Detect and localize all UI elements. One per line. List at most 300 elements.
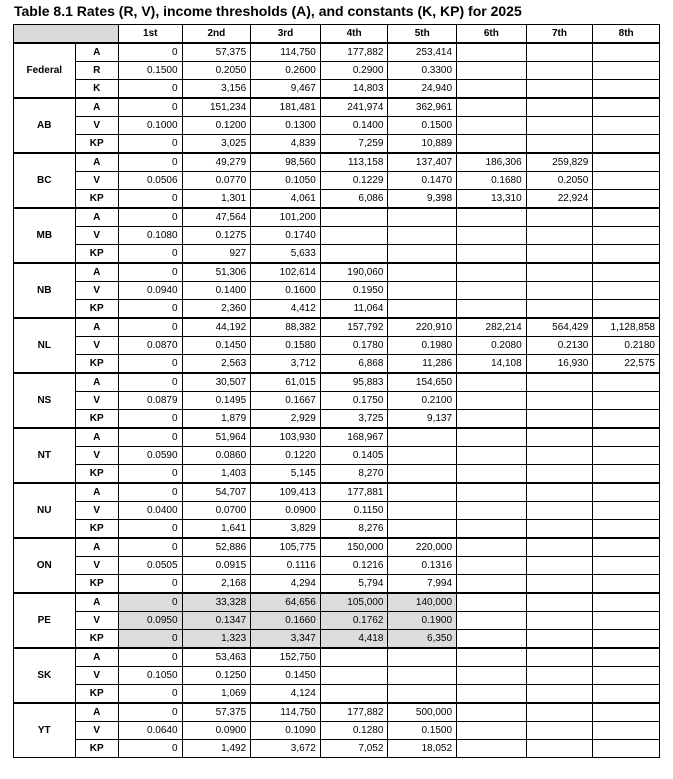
value-cell (593, 722, 660, 740)
variable-label: A (75, 318, 118, 337)
value-cell (526, 465, 593, 484)
value-cell: 103,930 (251, 428, 321, 447)
value-cell (457, 575, 527, 594)
value-cell: 0.1400 (182, 282, 251, 300)
value-cell: 30,507 (182, 373, 251, 392)
value-cell (593, 447, 660, 465)
column-header: 1st (118, 25, 182, 44)
table-row (14, 520, 660, 539)
value-cell: 95,883 (320, 373, 388, 392)
value-cell: 220,910 (388, 318, 457, 337)
value-cell (593, 502, 660, 520)
value-cell: 0 (118, 80, 182, 99)
province-label: NU (14, 483, 76, 538)
table-body (14, 43, 660, 758)
value-cell (526, 43, 593, 62)
table-row (14, 447, 660, 465)
table-row (14, 593, 660, 612)
value-cell: 57,375 (182, 43, 251, 62)
value-cell: 88,382 (251, 318, 321, 337)
value-cell (593, 80, 660, 99)
variable-label: KP (75, 300, 118, 319)
value-cell: 0.2050 (182, 62, 251, 80)
province-label: BC (14, 153, 76, 208)
value-cell (593, 172, 660, 190)
value-cell: 51,964 (182, 428, 251, 447)
value-cell: 0.1250 (182, 667, 251, 685)
value-cell: 22,575 (593, 355, 660, 374)
value-cell: 0 (118, 483, 182, 502)
value-cell: 0.0400 (118, 502, 182, 520)
value-cell (457, 557, 527, 575)
variable-label: A (75, 538, 118, 557)
value-cell: 0.0915 (182, 557, 251, 575)
value-cell: 2,563 (182, 355, 251, 374)
value-cell (388, 667, 457, 685)
value-cell (388, 685, 457, 704)
value-cell: 5,145 (251, 465, 321, 484)
value-cell: 10,889 (388, 135, 457, 154)
table-row (14, 428, 660, 447)
value-cell: 9,137 (388, 410, 457, 429)
value-cell: 0.1780 (320, 337, 388, 355)
value-cell (388, 502, 457, 520)
value-cell (457, 282, 527, 300)
value-cell: 0.1980 (388, 337, 457, 355)
column-header: 4th (320, 25, 388, 44)
value-cell (526, 447, 593, 465)
value-cell (593, 538, 660, 557)
value-cell: 14,108 (457, 355, 527, 374)
column-header: 7th (526, 25, 593, 44)
value-cell (457, 630, 527, 649)
value-cell (388, 227, 457, 245)
value-cell (593, 648, 660, 667)
value-cell: 0.2080 (457, 337, 527, 355)
value-cell (457, 685, 527, 704)
value-cell: 0.1500 (388, 722, 457, 740)
value-cell (593, 282, 660, 300)
value-cell: 0 (118, 190, 182, 209)
table-row (14, 62, 660, 80)
value-cell (526, 392, 593, 410)
value-cell: 9,467 (251, 80, 321, 99)
province-label: MB (14, 208, 76, 263)
variable-label: R (75, 62, 118, 80)
value-cell: 0.1347 (182, 612, 251, 630)
value-cell: 177,881 (320, 483, 388, 502)
value-cell (593, 703, 660, 722)
value-cell (593, 465, 660, 484)
value-cell: 6,086 (320, 190, 388, 209)
value-cell: 0 (118, 575, 182, 594)
variable-label: A (75, 208, 118, 227)
value-cell: 0 (118, 630, 182, 649)
value-cell: 0.0940 (118, 282, 182, 300)
value-cell: 0 (118, 410, 182, 429)
value-cell: 5,794 (320, 575, 388, 594)
value-cell: 4,418 (320, 630, 388, 649)
table-row (14, 153, 660, 172)
value-cell: 0.1220 (251, 447, 321, 465)
value-cell: 190,060 (320, 263, 388, 282)
value-cell: 0.1900 (388, 612, 457, 630)
header-row (14, 25, 660, 44)
variable-label: V (75, 172, 118, 190)
value-cell (526, 502, 593, 520)
value-cell (320, 685, 388, 704)
value-cell: 0.1080 (118, 227, 182, 245)
value-cell (593, 483, 660, 502)
value-cell: 4,061 (251, 190, 321, 209)
value-cell (457, 722, 527, 740)
value-cell (388, 245, 457, 264)
value-cell (457, 465, 527, 484)
variable-label: V (75, 337, 118, 355)
value-cell: 14,803 (320, 80, 388, 99)
table-row (14, 208, 660, 227)
value-cell (388, 520, 457, 539)
value-cell (526, 630, 593, 649)
value-cell: 0.1200 (182, 117, 251, 135)
value-cell: 4,124 (251, 685, 321, 704)
table-row (14, 538, 660, 557)
value-cell (593, 630, 660, 649)
value-cell: 2,360 (182, 300, 251, 319)
value-cell: 0.1000 (118, 117, 182, 135)
value-cell (457, 502, 527, 520)
value-cell (457, 245, 527, 264)
variable-label: KP (75, 245, 118, 264)
value-cell: 168,967 (320, 428, 388, 447)
value-cell: 114,750 (251, 43, 321, 62)
variable-label: A (75, 153, 118, 172)
value-cell: 0.2180 (593, 337, 660, 355)
value-cell: 53,463 (182, 648, 251, 667)
table-row (14, 392, 660, 410)
variable-label: V (75, 447, 118, 465)
value-cell (388, 300, 457, 319)
value-cell: 0.2900 (320, 62, 388, 80)
value-cell (320, 667, 388, 685)
value-cell: 1,128,858 (593, 318, 660, 337)
value-cell (593, 557, 660, 575)
value-cell (526, 98, 593, 117)
value-cell: 9,398 (388, 190, 457, 209)
variable-label: V (75, 227, 118, 245)
value-cell: 0.1280 (320, 722, 388, 740)
value-cell: 0.1275 (182, 227, 251, 245)
value-cell (593, 245, 660, 264)
table-row (14, 318, 660, 337)
province-label: ON (14, 538, 76, 593)
value-cell: 0.2050 (526, 172, 593, 190)
value-cell (593, 593, 660, 612)
value-cell: 1,069 (182, 685, 251, 704)
value-cell: 137,407 (388, 153, 457, 172)
variable-label: KP (75, 575, 118, 594)
table-row (14, 355, 660, 374)
variable-label: V (75, 557, 118, 575)
value-cell: 4,839 (251, 135, 321, 154)
value-cell (593, 117, 660, 135)
value-cell: 51,306 (182, 263, 251, 282)
value-cell: 241,974 (320, 98, 388, 117)
value-cell (593, 410, 660, 429)
value-cell (526, 227, 593, 245)
value-cell: 6,868 (320, 355, 388, 374)
column-header: 2nd (182, 25, 251, 44)
value-cell: 114,750 (251, 703, 321, 722)
province-label: Federal (14, 43, 76, 98)
province-label: AB (14, 98, 76, 153)
value-cell (593, 575, 660, 594)
value-cell (593, 667, 660, 685)
table-row (14, 410, 660, 429)
value-cell: 0.1580 (251, 337, 321, 355)
value-cell: 0.1500 (388, 117, 457, 135)
value-cell: 154,650 (388, 373, 457, 392)
value-cell: 13,310 (457, 190, 527, 209)
value-cell: 16,930 (526, 355, 593, 374)
value-cell (457, 593, 527, 612)
province-label: NS (14, 373, 76, 428)
value-cell: 0.0950 (118, 612, 182, 630)
value-cell (457, 648, 527, 667)
province-label: SK (14, 648, 76, 703)
value-cell: 61,015 (251, 373, 321, 392)
value-cell: 5,633 (251, 245, 321, 264)
value-cell: 0.1660 (251, 612, 321, 630)
value-cell: 0.0900 (182, 722, 251, 740)
table-row (14, 245, 660, 264)
variable-label: KP (75, 685, 118, 704)
value-cell (457, 392, 527, 410)
value-cell (388, 465, 457, 484)
table-row (14, 98, 660, 117)
value-cell: 362,961 (388, 98, 457, 117)
value-cell: 0 (118, 685, 182, 704)
value-cell (526, 300, 593, 319)
variable-label: KP (75, 520, 118, 539)
value-cell (593, 153, 660, 172)
value-cell: 1,301 (182, 190, 251, 209)
value-cell: 0 (118, 355, 182, 374)
table-title: Table 8.1 Rates (R, V), income thresholds (A), and constants (K, KP) for 2025 (14, 3, 522, 19)
value-cell: 3,725 (320, 410, 388, 429)
value-cell: 0.1450 (182, 337, 251, 355)
province-label: NT (14, 428, 76, 483)
value-cell: 0 (118, 153, 182, 172)
value-cell (593, 612, 660, 630)
value-cell (457, 117, 527, 135)
value-cell: 49,279 (182, 153, 251, 172)
value-cell (526, 135, 593, 154)
value-cell (457, 98, 527, 117)
value-cell: 500,000 (388, 703, 457, 722)
table-row (14, 373, 660, 392)
value-cell: 11,064 (320, 300, 388, 319)
value-cell: 64,656 (251, 593, 321, 612)
value-cell (457, 667, 527, 685)
value-cell: 3,672 (251, 740, 321, 758)
value-cell (388, 208, 457, 227)
province-label: NB (14, 263, 76, 318)
province-label: YT (14, 703, 76, 758)
value-cell: 0.1950 (320, 282, 388, 300)
value-cell (457, 300, 527, 319)
value-cell: 101,200 (251, 208, 321, 227)
value-cell (388, 483, 457, 502)
value-cell: 0.2600 (251, 62, 321, 80)
value-cell (457, 428, 527, 447)
value-cell: 157,792 (320, 318, 388, 337)
header-corner (14, 25, 119, 44)
value-cell (320, 648, 388, 667)
value-cell: 3,025 (182, 135, 251, 154)
value-cell: 0.1116 (251, 557, 321, 575)
value-cell: 1,641 (182, 520, 251, 539)
value-cell: 0 (118, 538, 182, 557)
value-cell (457, 208, 527, 227)
value-cell: 0.1450 (251, 667, 321, 685)
value-cell: 0 (118, 43, 182, 62)
value-cell (457, 43, 527, 62)
value-cell (457, 373, 527, 392)
value-cell: 0 (118, 520, 182, 539)
table-row (14, 703, 660, 722)
value-cell (457, 703, 527, 722)
value-cell: 0.1316 (388, 557, 457, 575)
value-cell: 0.1050 (118, 667, 182, 685)
value-cell: 181,481 (251, 98, 321, 117)
value-cell: 7,994 (388, 575, 457, 594)
value-cell: 0.0870 (118, 337, 182, 355)
value-cell (526, 483, 593, 502)
variable-label: V (75, 722, 118, 740)
value-cell: 0 (118, 465, 182, 484)
value-cell: 0.1405 (320, 447, 388, 465)
value-cell (593, 98, 660, 117)
variable-label: KP (75, 630, 118, 649)
value-cell: 140,000 (388, 593, 457, 612)
value-cell: 57,375 (182, 703, 251, 722)
value-cell (526, 575, 593, 594)
value-cell (593, 300, 660, 319)
value-cell (526, 410, 593, 429)
column-header: 6th (457, 25, 527, 44)
value-cell: 186,306 (457, 153, 527, 172)
value-cell (320, 227, 388, 245)
table-row (14, 648, 660, 667)
value-cell: 0 (118, 263, 182, 282)
variable-label: A (75, 428, 118, 447)
column-header: 5th (388, 25, 457, 44)
table-row (14, 557, 660, 575)
value-cell: 3,347 (251, 630, 321, 649)
province-label: NL (14, 318, 76, 373)
value-cell: 0 (118, 740, 182, 758)
value-cell (457, 520, 527, 539)
value-cell: 4,412 (251, 300, 321, 319)
value-cell: 0 (118, 318, 182, 337)
variable-label: KP (75, 465, 118, 484)
variable-label: A (75, 43, 118, 62)
variable-label: KP (75, 355, 118, 374)
value-cell: 0.1229 (320, 172, 388, 190)
value-cell: 282,214 (457, 318, 527, 337)
value-cell: 113,158 (320, 153, 388, 172)
value-cell: 0.2130 (526, 337, 593, 355)
value-cell (593, 685, 660, 704)
value-cell: 564,429 (526, 318, 593, 337)
value-cell: 0.1740 (251, 227, 321, 245)
value-cell: 52,886 (182, 538, 251, 557)
table-row (14, 172, 660, 190)
value-cell (593, 135, 660, 154)
value-cell: 0.1470 (388, 172, 457, 190)
value-cell: 1,323 (182, 630, 251, 649)
variable-label: A (75, 593, 118, 612)
value-cell: 253,414 (388, 43, 457, 62)
table-row (14, 465, 660, 484)
value-cell: 47,564 (182, 208, 251, 227)
value-cell: 0 (118, 703, 182, 722)
table-row (14, 135, 660, 154)
table-row (14, 630, 660, 649)
variable-label: A (75, 98, 118, 117)
province-label: PE (14, 593, 76, 648)
value-cell (526, 612, 593, 630)
value-cell: 7,259 (320, 135, 388, 154)
value-cell (388, 447, 457, 465)
value-cell: 0 (118, 428, 182, 447)
value-cell (388, 282, 457, 300)
table-row (14, 337, 660, 355)
value-cell (457, 62, 527, 80)
table-row (14, 117, 660, 135)
column-header: 3rd (251, 25, 321, 44)
value-cell: 177,882 (320, 703, 388, 722)
value-cell (526, 282, 593, 300)
variable-label: V (75, 117, 118, 135)
value-cell: 0.0590 (118, 447, 182, 465)
value-cell: 0.1500 (118, 62, 182, 80)
value-cell (320, 245, 388, 264)
value-cell (526, 208, 593, 227)
table-row (14, 667, 660, 685)
value-cell: 0 (118, 208, 182, 227)
value-cell (593, 43, 660, 62)
value-cell: 0.1216 (320, 557, 388, 575)
value-cell: 0.1090 (251, 722, 321, 740)
value-cell (593, 520, 660, 539)
value-cell: 0.0640 (118, 722, 182, 740)
variable-label: KP (75, 135, 118, 154)
value-cell: 1,879 (182, 410, 251, 429)
value-cell: 105,000 (320, 593, 388, 612)
value-cell: 8,276 (320, 520, 388, 539)
value-cell: 6,350 (388, 630, 457, 649)
value-cell (526, 117, 593, 135)
value-cell: 18,052 (388, 740, 457, 758)
value-cell: 0.1300 (251, 117, 321, 135)
value-cell (593, 263, 660, 282)
value-cell: 0.0860 (182, 447, 251, 465)
value-cell (526, 245, 593, 264)
value-cell (593, 392, 660, 410)
value-cell: 0 (118, 648, 182, 667)
